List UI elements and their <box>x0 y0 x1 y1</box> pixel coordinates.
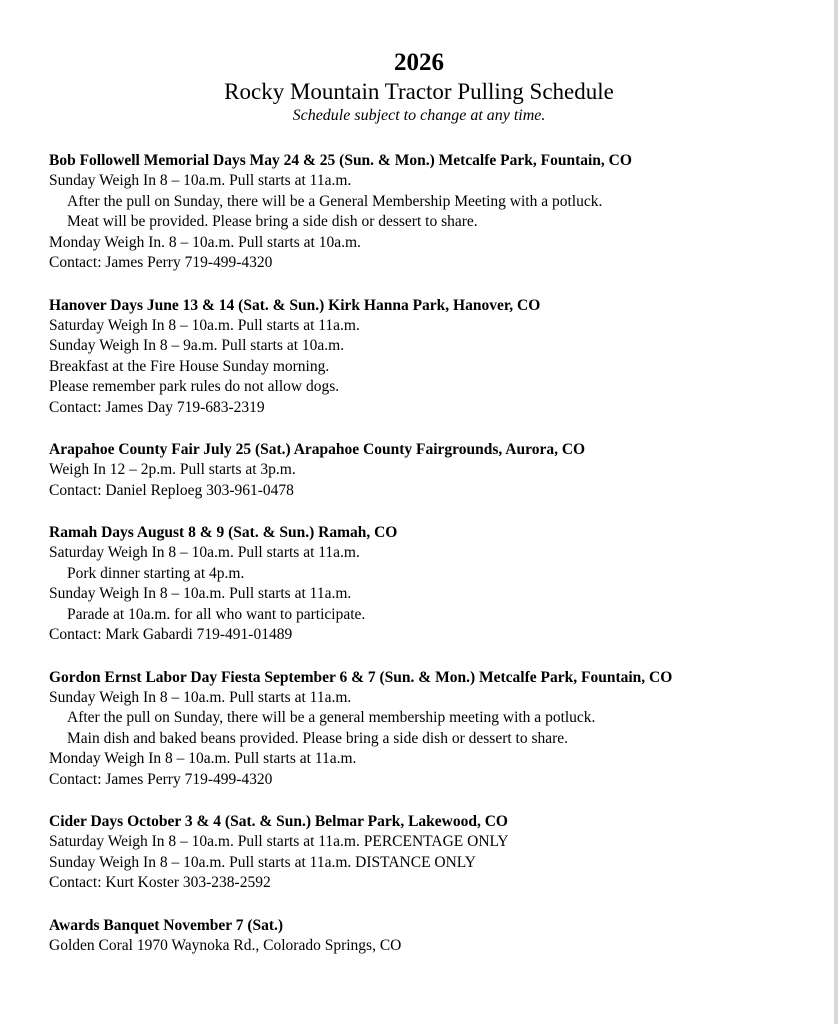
event-detail-line: Saturday Weigh In 8 – 10a.m. Pull starts at 11a.m. <box>49 316 360 334</box>
event-block <box>49 150 829 274</box>
event-heading: Bob Followell Memorial Days May 24 & 25 (Sun. & Mon.) Metcalfe Park, Fountain, CO <box>49 152 632 169</box>
event-detail-line: Contact: Daniel Reploeg 303-961-0478 <box>49 481 294 499</box>
event-heading: Ramah Days August 8 & 9 (Sat. & Sun.) Ramah, CO <box>49 524 398 541</box>
document-header <box>0 48 838 126</box>
document-subtitle: Schedule subject to change at any time. <box>292 107 546 124</box>
event-detail-line: Pork dinner starting at 4p.m. <box>67 564 245 582</box>
event-block <box>49 439 829 501</box>
event-detail-line: Meat will be provided. Please bring a side dish or dessert to share. <box>67 213 478 230</box>
event-detail-line: Monday Weigh In 8 – 10a.m. Pull starts at 11a.m. <box>49 750 357 767</box>
event-detail-line: Monday Weigh In. 8 – 10a.m. Pull starts at 10a.m. <box>49 233 361 251</box>
event-detail-line: Sunday Weigh In 8 – 9a.m. Pull starts at 10a.m. <box>49 337 345 354</box>
document-title: Rocky Mountain Tractor Pulling Schedule <box>224 79 614 104</box>
event-detail-line: Breakfast at the Fire House Sunday morning. <box>49 357 330 375</box>
event-detail-line: Sunday Weigh In 8 – 10a.m. Pull starts at 11a.m. <box>49 172 352 189</box>
event-detail-line: Contact: James Day 719-683-2319 <box>49 398 265 416</box>
event-detail-line: Parade at 10a.m. for all who want to participate. <box>67 605 366 623</box>
document-year: 2026 <box>394 49 444 76</box>
event-detail-line: Contact: James Perry 719-499-4320 <box>49 254 273 271</box>
event-detail-line: After the pull on Sunday, there will be a General Membership Meeting with a potluck. <box>67 192 603 210</box>
event-detail-line: After the pull on Sunday, there will be a general membership meeting with a potluck. <box>67 709 596 726</box>
event-block <box>49 811 829 894</box>
event-block <box>49 522 829 646</box>
event-detail-line: Main dish and baked beans provided. Please bring a side dish or dessert to share. <box>67 729 569 747</box>
event-heading: Awards Banquet November 7 (Sat.) <box>49 916 284 934</box>
event-detail-line: Sunday Weigh In 8 – 10a.m. Pull starts at 11a.m. DISTANCE ONLY <box>49 853 476 871</box>
event-detail-line: Contact: James Perry 719-499-4320 <box>49 770 273 788</box>
event-detail-line: Golden Coral 1970 Waynoka Rd., Colorado Springs, CO <box>49 936 402 954</box>
event-detail-line: Weigh In 12 – 2p.m. Pull starts at 3p.m. <box>49 461 296 478</box>
event-detail-line: Saturday Weigh In 8 – 10a.m. Pull starts at 11a.m. <box>49 544 360 561</box>
page-edge <box>834 0 838 1024</box>
event-heading: Gordon Ernst Labor Day Fiesta September 6 & 7 (Sun. & Mon.) Metcalfe Park, Fountain, CO <box>49 668 673 686</box>
event-block <box>49 295 829 419</box>
event-detail-line: Saturday Weigh In 8 – 10a.m. Pull starts at 11a.m. PERCENTAGE ONLY <box>49 833 509 850</box>
event-list <box>49 150 829 977</box>
event-heading: Hanover Days June 13 & 14 (Sat. & Sun.) Kirk Hanna Park, Hanover, CO <box>49 296 541 314</box>
event-detail-line: Contact: Mark Gabardi 719-491-01489 <box>49 626 293 643</box>
event-heading: Cider Days October 3 & 4 (Sat. & Sun.) Belmar Park, Lakewood, CO <box>49 813 508 830</box>
event-block <box>49 915 829 957</box>
event-detail-line: Contact: Kurt Koster 303-238-2592 <box>49 874 271 891</box>
event-heading: Arapahoe County Fair July 25 (Sat.) Arapahoe County Fairgrounds, Aurora, CO <box>49 441 586 458</box>
event-detail-line: Sunday Weigh In 8 – 10a.m. Pull starts at 11a.m. <box>49 688 352 706</box>
event-block <box>49 667 829 791</box>
event-detail-line: Please remember park rules do not allow dogs. <box>49 378 340 395</box>
event-detail-line: Sunday Weigh In 8 – 10a.m. Pull starts at 11a.m. <box>49 585 352 602</box>
